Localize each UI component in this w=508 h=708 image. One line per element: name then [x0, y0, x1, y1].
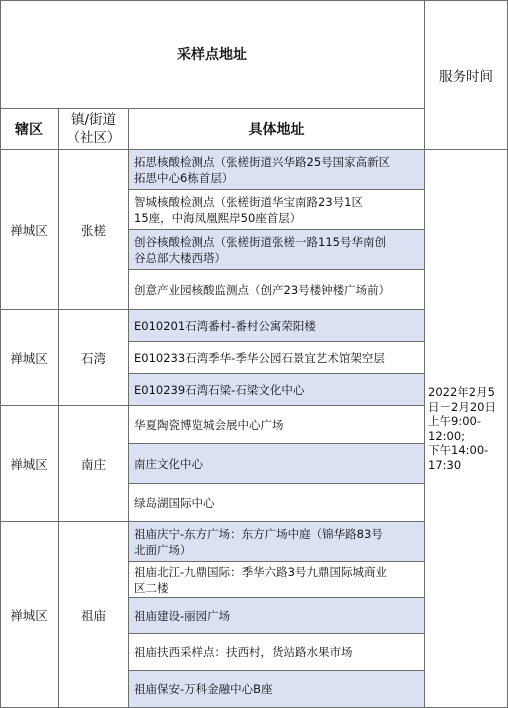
- address-line: 创谷核酸检测点（张槎街道张槎一路115号华南创: [134, 234, 386, 249]
- service-time-line: 下午14:00-: [428, 443, 489, 457]
- header-town: [59, 109, 129, 150]
- service-time-line: 上午9:00-: [428, 414, 481, 428]
- address-row: [129, 310, 425, 342]
- town-cell: 张槎: [59, 150, 129, 310]
- address-row: [129, 230, 425, 270]
- address-row: [129, 598, 425, 634]
- address-row: [129, 342, 425, 374]
- header-site-address: 采样点地址: [0, 0, 425, 109]
- address-row: [129, 671, 425, 708]
- address-row: [129, 374, 425, 406]
- address-line: 北面广场）: [134, 542, 192, 557]
- address-row: [129, 522, 425, 562]
- address-line: E010201石湾番村-番村公寓荣阳楼: [134, 318, 316, 333]
- service-time-line: 2022年2月5: [428, 385, 495, 399]
- header-town-line2: （社区）: [66, 130, 121, 146]
- service-time-line: 日－2月20日: [428, 399, 496, 414]
- header-specific-address: 具体地址: [129, 109, 425, 150]
- address-line: 祖庙扶西采样点：扶西村，货站路水果市场: [134, 645, 353, 659]
- address-line: 祖庙北江-九鼎国际：季华六路3号九鼎国际城商业: [134, 564, 387, 579]
- address-row: [129, 634, 425, 671]
- address-line: 祖庙保安-万科金融中心B座: [134, 682, 273, 696]
- address-line: 绿岛湖国际中心: [134, 495, 215, 510]
- service-time-cell: [425, 150, 508, 708]
- district-cell: 禅城区: [0, 406, 59, 522]
- address-line: 区二楼: [134, 580, 169, 595]
- district-cell: 禅城区: [0, 522, 59, 708]
- service-time-line: 17:30: [428, 457, 462, 472]
- address-line: 华夏陶瓷博览城会展中心广场: [134, 417, 284, 432]
- address-line: 谷总部大楼西塔）: [134, 250, 226, 265]
- address-line: 拓思中心6栋首层）: [134, 170, 234, 185]
- town-cell: 祖庙: [59, 522, 129, 708]
- address-line: 15座，中海凤凰熙岸50座首层）: [134, 210, 302, 225]
- address-line: 创意产业园核酸监测点（创产23号楼钟楼广场前）: [134, 282, 391, 297]
- address-line: 祖庙建设-丽园广场: [134, 608, 231, 623]
- address-line: E010233石湾季华-季华公园石景宜艺术馆架空层: [134, 350, 385, 365]
- address-line: 南庄文化中心: [134, 456, 203, 471]
- district-cell: 禅城区: [0, 150, 59, 310]
- address-line: E010239石湾石梁-石梁文化中心: [134, 382, 305, 397]
- address-row: [129, 484, 425, 522]
- address-line: 拓思核酸检测点（张槎街道兴华路25号国家高新区: [134, 154, 391, 169]
- address-row: [129, 190, 425, 230]
- header-district: 辖区: [0, 109, 59, 150]
- town-cell: 南庄: [59, 406, 129, 522]
- address-row: [129, 150, 425, 190]
- header-town-line1: 镇/街道: [70, 112, 117, 128]
- address-line: 祖庙庆宁-东方广场：东方广场中庭（锦华路83号: [134, 526, 383, 541]
- town-cell: 石湾: [59, 310, 129, 406]
- district-cell: 禅城区: [0, 310, 59, 406]
- address-row: [129, 562, 425, 598]
- header-service-time: 服务时间: [425, 0, 508, 150]
- service-time-line: 12:00;: [428, 428, 466, 443]
- address-line: 智城核酸检测点（张槎街道华宝南路23号1区: [134, 194, 363, 209]
- address-row: [129, 444, 425, 484]
- address-row: [129, 270, 425, 310]
- address-row: [129, 406, 425, 444]
